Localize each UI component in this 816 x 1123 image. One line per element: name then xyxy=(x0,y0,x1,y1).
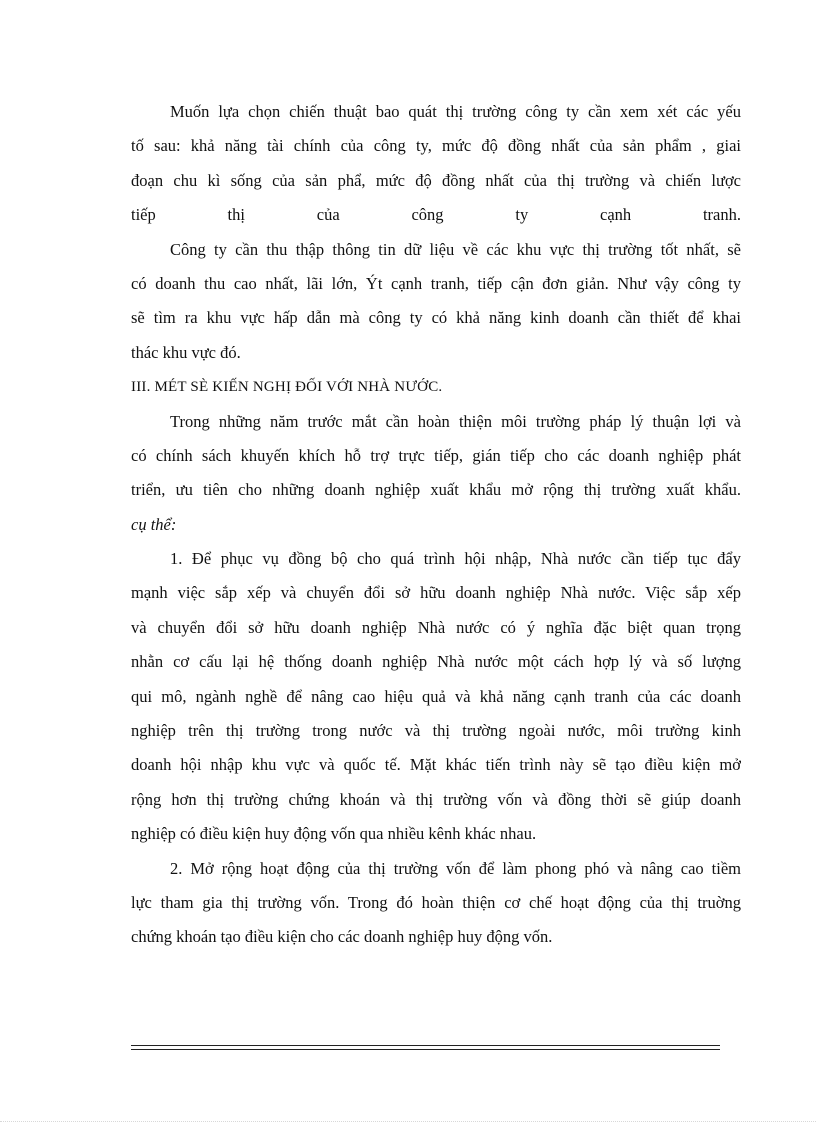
paragraph-line: sẽ tìm ra khu vực hấp dẫn mà công ty có khả năng kinh doanh cần thiết để khai xyxy=(131,308,741,328)
paragraph-line: qui mô, ngành nghề để nâng cao hiệu quả và khả năng cạnh tranh của các doanh xyxy=(131,686,741,706)
paragraph-line: Công ty cần thu thập thông tin dữ liệu về các khu vực thị trường tốt nhất, sẽ xyxy=(170,239,741,259)
document-body xyxy=(131,95,741,955)
paragraph-line: 2. Mở rộng hoạt động của thị trường vốn để làm phong phó và nâng cao tiềm xyxy=(170,858,741,878)
paragraph-line: tố sau: khả năng tài chính của công ty, mức độ đồng nhất của sản phẩm , giai xyxy=(131,136,741,156)
paragraph-line: nghiệp trên thị trường trong nước và thị trường ngoài nước, môi trường kinh xyxy=(131,721,741,741)
paragraph-line: đoạn chu kì sống của sản phẩ, mức độ đồng nhất của thị trường và chiến lược xyxy=(131,170,741,190)
paragraph-line: và chuyển đổi sở hữu doanh nghiệp Nhà nước có ý nghĩa đặc biệt quan trọng xyxy=(131,617,741,637)
paragraph-line: Muốn lựa chọn chiến thuật bao quát thị trường công ty cần xem xét các yếu xyxy=(170,102,741,121)
paragraph-line: thác khu vực đó. xyxy=(131,342,241,362)
paragraph-line: có chính sách khuyến khích hỗ trợ trực tiếp, gián tiếp cho các doanh nghiệp phát xyxy=(131,445,741,465)
paragraph-line: nhằn cơ cấu lại hệ thống doanh nghiệp Nhà nước một cách hợp lý và số lượng xyxy=(131,652,741,672)
paragraph-line: rộng hơn thị trường chứng khoán và thị trường vốn và đồng thời sẽ giúp doanh xyxy=(131,789,741,809)
section-heading: III. MÉT SÈ KIẾN NGHỊ ĐỐI VỚI NHÀ NƯỚC. xyxy=(131,379,443,396)
paragraph-line: tiếp thị của công ty cạnh tranh. xyxy=(131,205,741,225)
paragraph-line: chứng khoán tạo điều kiện cho các doanh nghiệp huy động vốn. xyxy=(131,927,553,947)
paragraph-line: mạnh việc sắp xếp và chuyển đổi sở hữu doanh nghiệp Nhà nước. Việc sắp xếp xyxy=(131,583,741,603)
paragraph-line: Trong những năm trước mắt cần hoàn thiện môi trường pháp lý thuận lợi và xyxy=(170,411,741,431)
paragraph-line: có doanh thu cao nhất, lãi lớn, Ýt cạnh tranh, tiếp cận đơn giản. Như vậy công ty xyxy=(131,273,741,293)
paragraph-line: lực tham gia thị trường vốn. Trong đó hoàn thiện cơ chế hoạt động của thị truờng xyxy=(131,892,741,912)
paragraph-line: triển, ưu tiên cho những doanh nghiệp xuất khẩu mở rộng thị trường xuất khẩu. xyxy=(131,480,741,500)
footer-double-rule xyxy=(131,1045,720,1050)
paragraph-line: cụ thể: xyxy=(131,514,177,534)
paragraph-line: doanh hội nhập khu vực và quốc tế. Mặt khác tiến trình này sẽ tạo điều kiện mở xyxy=(131,755,741,775)
page-boundary-divider xyxy=(0,1121,816,1122)
paragraph-line: 1. Để phục vụ đồng bộ cho quá trình hội nhập, Nhà nước cần tiếp tục đẩy xyxy=(170,549,741,569)
paragraph-line: nghiệp có điều kiện huy động vốn qua nhiều kênh khác nhau. xyxy=(131,824,537,844)
